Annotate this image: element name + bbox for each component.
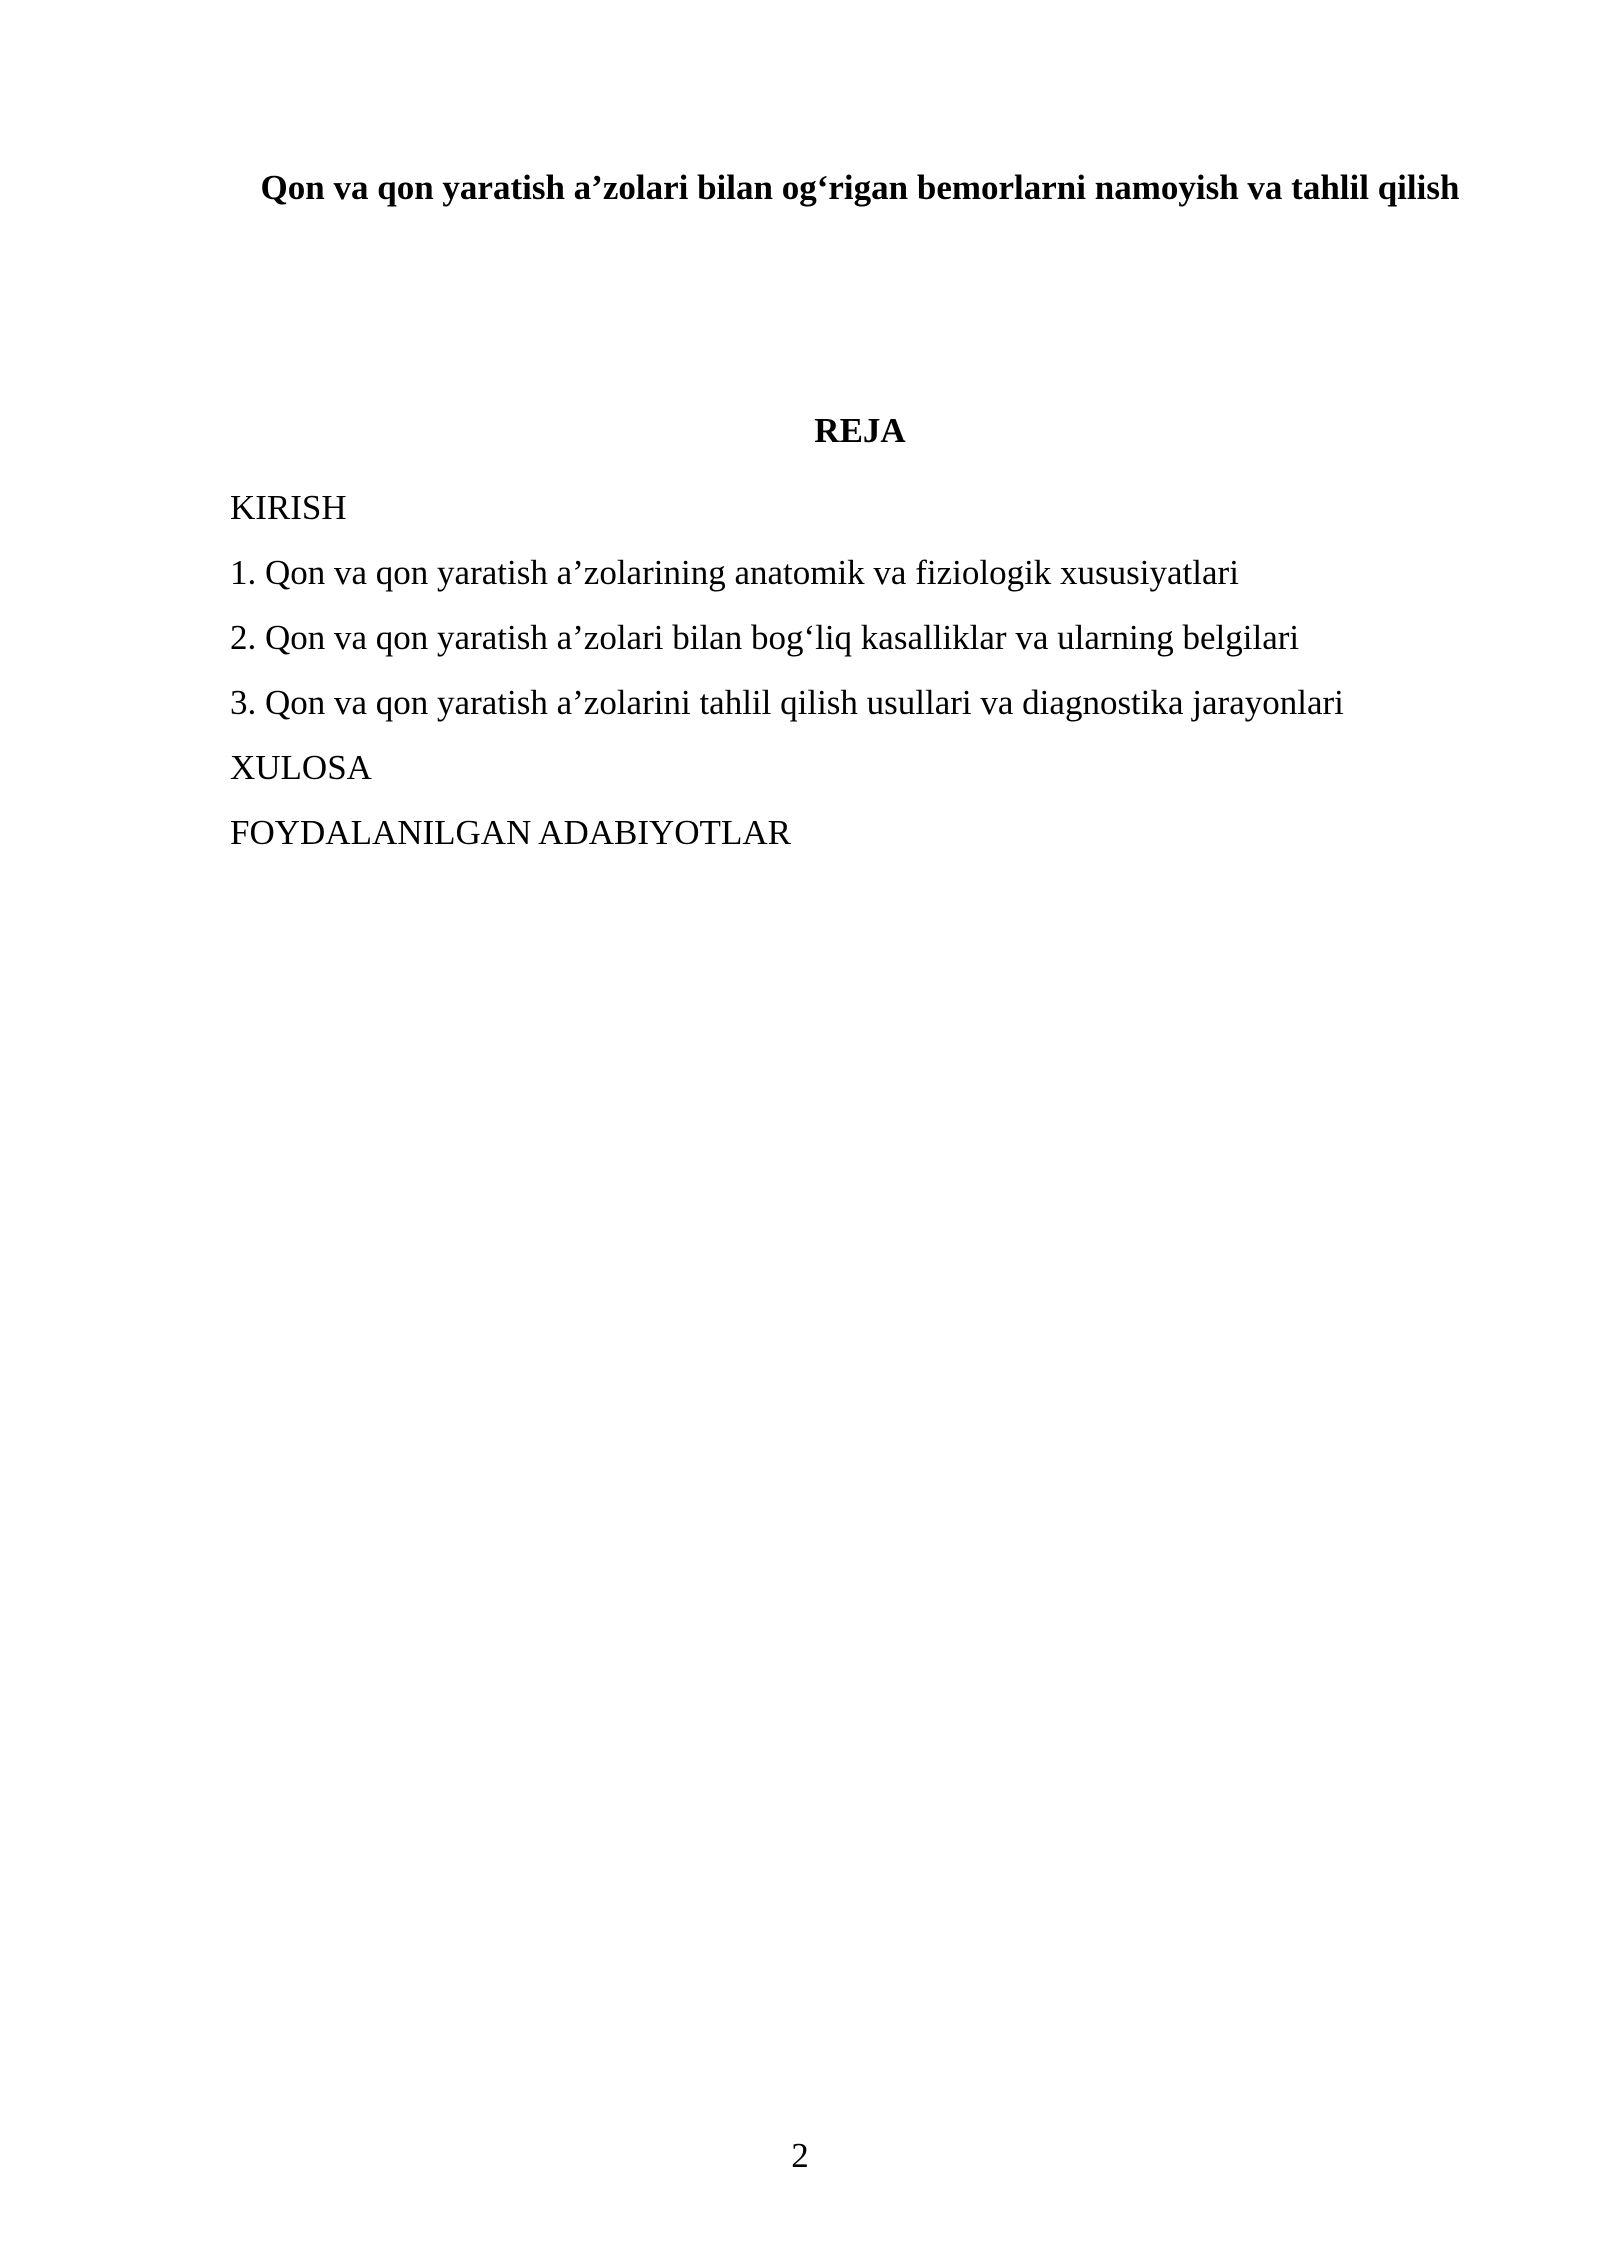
- document-title: Qon va qon yaratish a’zolari bilan og‘rigan bemorlarni namoyish va tahlil qilish: [260, 168, 1460, 207]
- plan-item-3: 3. Qon va qon yaratish a’zolarini tahlil qilish usullari va diagnostika jarayonlari: [230, 683, 1344, 722]
- plan-list: [230, 475, 1490, 865]
- plan-item-introduction: KIRISH: [230, 488, 347, 527]
- page-number: 2: [791, 2136, 809, 2175]
- plan-item-conclusion: XULOSA: [230, 748, 372, 787]
- plan-item-1: 1. Qon va qon yaratish a’zolarining anatomik va fiziologik xususiyatlari: [230, 553, 1239, 592]
- plan-item-references: FOYDALANILGAN ADABIYOTLAR: [230, 813, 791, 852]
- plan-item-2: 2. Qon va qon yaratish a’zolari bilan bog‘liq kasalliklar va ularning belgilari: [230, 618, 1300, 657]
- plan-heading: REJA: [814, 411, 906, 450]
